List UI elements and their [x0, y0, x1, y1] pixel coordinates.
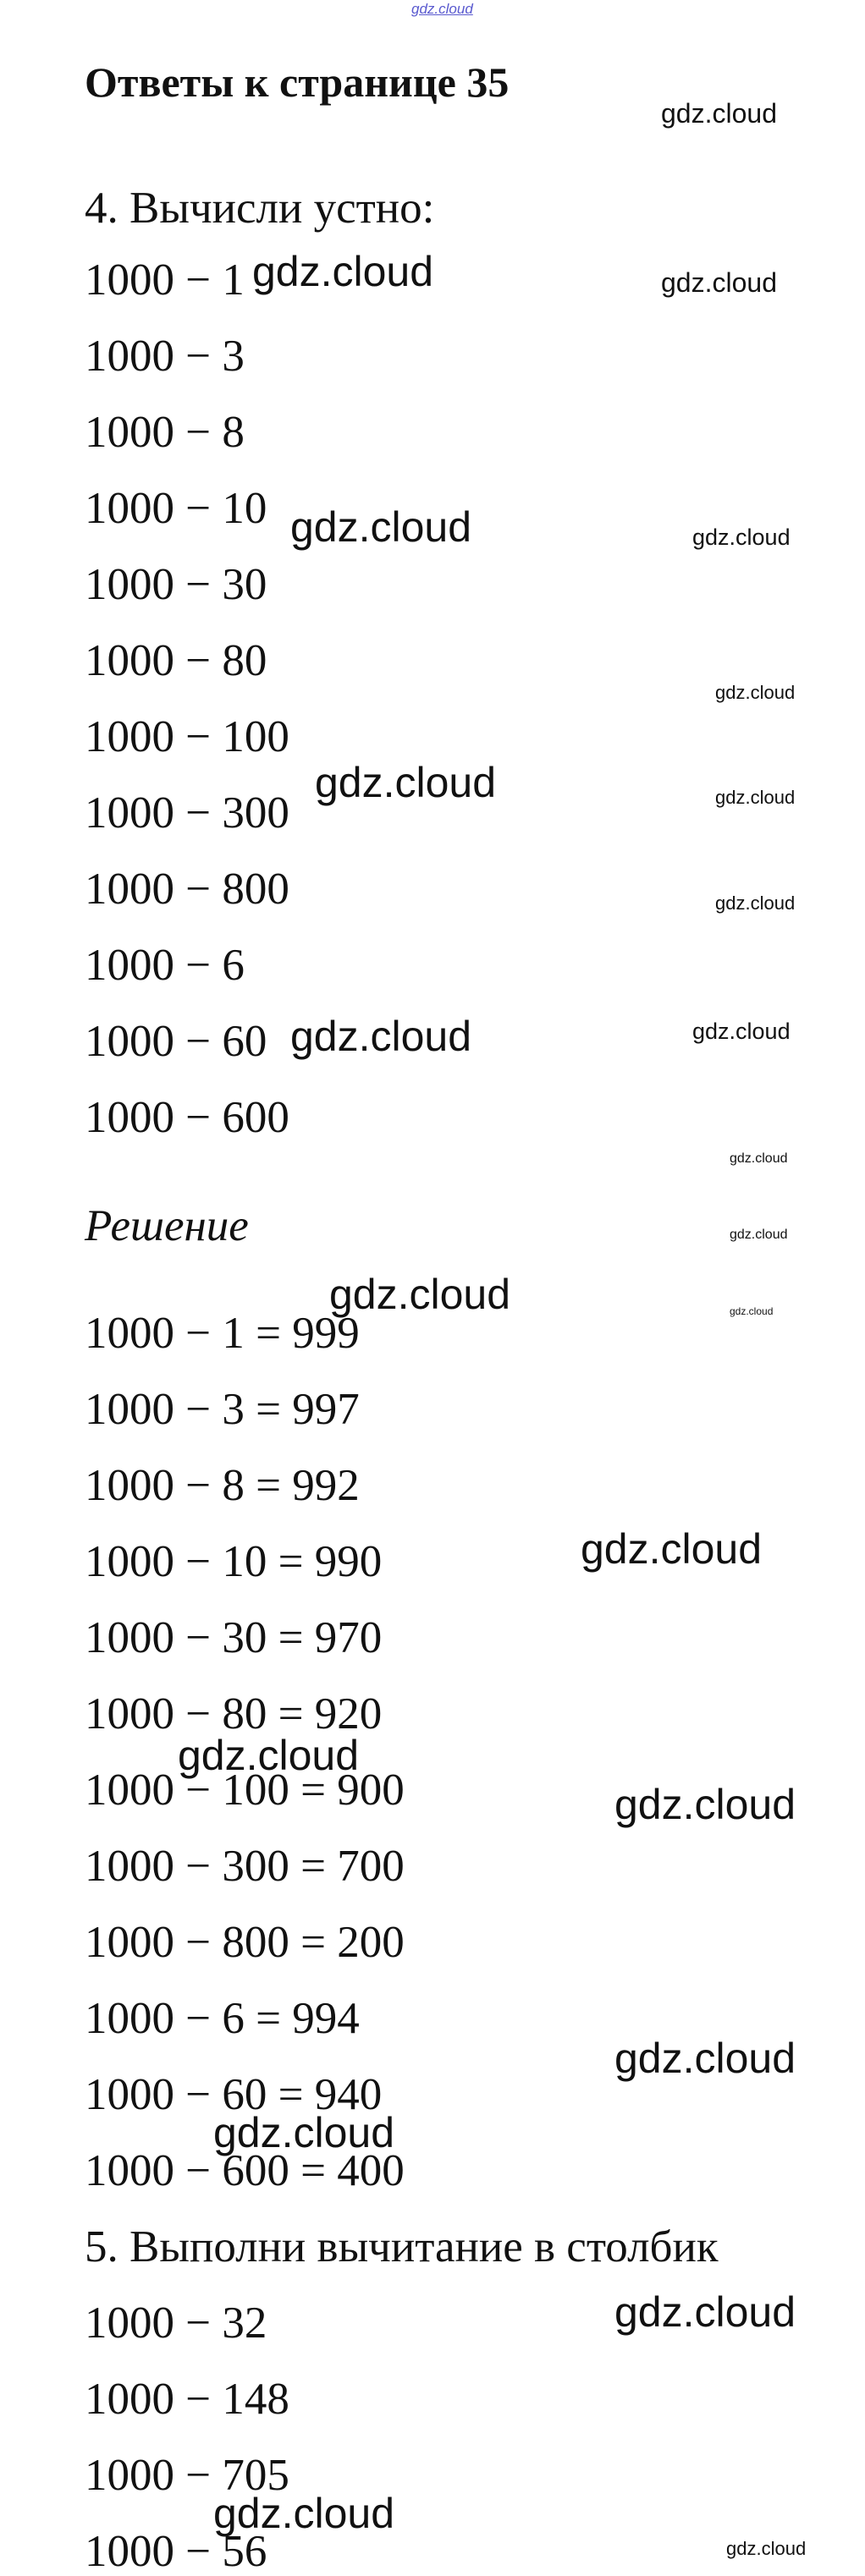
task4-solution: 1000 − 100 = 900: [85, 1766, 405, 1815]
task4-solution: 1000 − 3 = 997: [85, 1385, 360, 1434]
watermark: gdz.cloud: [661, 98, 777, 129]
task4-expression: 1000 − 6: [85, 941, 245, 990]
task5-heading: 5. Выполни вычитание в столбик: [85, 2222, 719, 2271]
watermark: gdz.cloud: [661, 267, 777, 298]
watermark: gdz.cloud: [614, 2035, 796, 2082]
task4-expression: 1000 − 300: [85, 788, 289, 838]
solution-label: Решение: [85, 1201, 249, 1250]
watermark: gdz.cloud: [730, 1305, 774, 1317]
task5-expression: 1000 − 148: [85, 2375, 289, 2424]
watermark: gdz.cloud: [178, 1732, 360, 1779]
task4-heading: 4. Вычисли устно:: [85, 184, 435, 233]
task4-expression: 1000 − 600: [85, 1093, 289, 1142]
watermark-top: gdz.cloud: [411, 1, 473, 17]
watermark: gdz.cloud: [329, 1271, 511, 1318]
task4-solution: 1000 − 600 = 400: [85, 2146, 405, 2195]
task4-expression: 1000 − 60: [85, 1017, 267, 1066]
watermark: gdz.cloud: [730, 1151, 788, 1166]
task4-expression: 1000 − 80: [85, 636, 267, 685]
task4-expression: 1000 − 100: [85, 712, 289, 761]
task5-expression: 1000 − 705: [85, 2451, 289, 2500]
task4-solution: 1000 − 300 = 700: [85, 1842, 405, 1891]
task4-solution: 1000 − 60 = 940: [85, 2070, 383, 2119]
watermark: gdz.cloud: [581, 1525, 763, 1573]
watermark: gdz.cloud: [290, 1013, 472, 1060]
task4-solution: 1000 − 80 = 920: [85, 1689, 383, 1738]
watermark: gdz.cloud: [290, 503, 472, 551]
task4-solution: 1000 − 800 = 200: [85, 1918, 405, 1967]
task4-expression: 1000 − 800: [85, 865, 289, 914]
watermark: gdz.cloud: [692, 525, 791, 550]
watermark: gdz.cloud: [692, 1019, 791, 1044]
task4-expression: 1000 − 3: [85, 332, 245, 381]
task4-expression: 1000 − 30: [85, 560, 267, 609]
watermark: gdz.cloud: [213, 2490, 395, 2537]
task5-expression: 1000 − 32: [85, 2299, 267, 2348]
page-title: Ответы к странице 35: [85, 58, 510, 106]
watermark: gdz.cloud: [252, 248, 434, 295]
watermark: gdz.cloud: [715, 787, 796, 808]
watermark: gdz.cloud: [315, 759, 497, 806]
watermark: gdz.cloud: [715, 893, 796, 914]
watermark: gdz.cloud: [213, 2109, 395, 2156]
task5-expression: 1000 − 56: [85, 2527, 267, 2576]
watermark: gdz.cloud: [614, 1781, 796, 1828]
task4-solution: 1000 − 10 = 990: [85, 1537, 383, 1586]
task4-solution: 1000 − 30 = 970: [85, 1613, 383, 1662]
task4-solution: 1000 − 8 = 992: [85, 1461, 360, 1510]
task4-expression: 1000 − 8: [85, 408, 245, 457]
watermark: gdz.cloud: [730, 1228, 788, 1242]
watermark: gdz.cloud: [715, 682, 796, 703]
task4-solution: 1000 − 6 = 994: [85, 1994, 360, 2043]
watermark: gdz.cloud: [614, 2288, 796, 2336]
task4-expression: 1000 − 1: [85, 255, 245, 305]
task4-expression: 1000 − 10: [85, 484, 267, 533]
watermark: gdz.cloud: [726, 2538, 807, 2559]
task4-solution: 1000 − 1 = 999: [85, 1309, 360, 1358]
